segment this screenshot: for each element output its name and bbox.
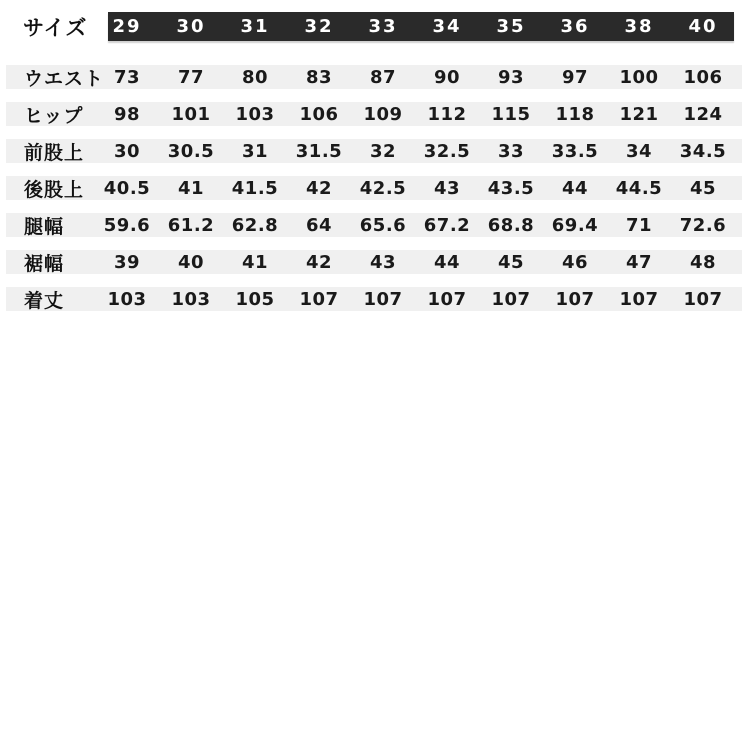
- value-cell: 34: [625, 140, 653, 162]
- value-cell: 64: [305, 214, 333, 236]
- value-cell: 44: [433, 251, 461, 273]
- value-cell: 101: [171, 103, 211, 125]
- value-cell: 33: [497, 140, 525, 162]
- value-cell: 34.5: [679, 140, 727, 162]
- size-header-cell: 34: [432, 16, 462, 37]
- value-cell: 45: [689, 177, 717, 199]
- size-header-row: [6, 12, 742, 41]
- value-cell: 31: [241, 140, 269, 162]
- size-header-cell: 36: [560, 16, 590, 37]
- value-cell: 109: [363, 103, 403, 125]
- value-cell: 77: [177, 66, 205, 88]
- table-row: [6, 176, 742, 200]
- row-label: ウエスト: [24, 67, 105, 90]
- value-cell: 121: [619, 103, 659, 125]
- value-cell: 30.5: [167, 140, 215, 162]
- table-row: [6, 287, 742, 311]
- value-cell: 31.5: [295, 140, 343, 162]
- value-cell: 107: [619, 288, 659, 310]
- value-cell: 112: [427, 103, 467, 125]
- row-label: 着丈: [24, 289, 65, 312]
- value-cell: 72.6: [679, 214, 727, 236]
- value-cell: 40.5: [103, 177, 151, 199]
- size-header-cell: 30: [176, 16, 206, 37]
- value-cell: 107: [299, 288, 339, 310]
- value-cell: 32: [369, 140, 397, 162]
- value-cell: 41.5: [231, 177, 279, 199]
- value-cell: 67.2: [423, 214, 471, 236]
- value-cell: 61.2: [167, 214, 215, 236]
- table-row: [6, 139, 742, 163]
- value-cell: 41: [177, 177, 205, 199]
- value-cell: 71: [625, 214, 653, 236]
- size-header-cell: 31: [240, 16, 270, 37]
- size-header-cell: 32: [304, 16, 334, 37]
- value-cell: 93: [497, 66, 525, 88]
- value-cell: 107: [427, 288, 467, 310]
- table-row: [6, 250, 742, 274]
- value-cell: 97: [561, 66, 589, 88]
- value-cell: 103: [107, 288, 147, 310]
- row-label: ヒップ: [24, 104, 84, 127]
- value-cell: 69.4: [551, 214, 599, 236]
- value-cell: 73: [113, 66, 141, 88]
- value-cell: 107: [491, 288, 531, 310]
- row-label: 裾幅: [24, 252, 65, 275]
- value-cell: 107: [363, 288, 403, 310]
- value-cell: 48: [689, 251, 717, 273]
- size-header-cell: 35: [496, 16, 526, 37]
- value-cell: 65.6: [359, 214, 407, 236]
- table-row: [6, 102, 742, 126]
- value-cell: 40: [177, 251, 205, 273]
- table-row: [6, 65, 742, 89]
- value-cell: 43: [433, 177, 461, 199]
- table-row: [6, 213, 742, 237]
- value-cell: 118: [555, 103, 595, 125]
- value-cell: 42.5: [359, 177, 407, 199]
- size-header-cell: 29: [112, 16, 142, 37]
- value-cell: 41: [241, 251, 269, 273]
- value-cell: 30: [113, 140, 141, 162]
- value-cell: 46: [561, 251, 589, 273]
- value-cell: 115: [491, 103, 531, 125]
- value-cell: 103: [171, 288, 211, 310]
- size-header-cell: 33: [368, 16, 398, 37]
- size-header-cell: 40: [688, 16, 718, 37]
- row-label: 後股上: [24, 178, 85, 201]
- row-label: 腿幅: [24, 215, 65, 238]
- value-cell: 42: [305, 251, 333, 273]
- row-label: 前股上: [24, 141, 85, 164]
- value-cell: 106: [683, 66, 723, 88]
- value-cell: 90: [433, 66, 461, 88]
- value-cell: 105: [235, 288, 275, 310]
- value-cell: 59.6: [103, 214, 151, 236]
- value-cell: 124: [683, 103, 723, 125]
- value-cell: 62.8: [231, 214, 279, 236]
- value-cell: 44.5: [615, 177, 663, 199]
- value-cell: 107: [555, 288, 595, 310]
- value-cell: 68.8: [487, 214, 535, 236]
- value-cell: 106: [299, 103, 339, 125]
- value-cell: 43.5: [487, 177, 535, 199]
- value-cell: 98: [113, 103, 141, 125]
- value-cell: 33.5: [551, 140, 599, 162]
- size-chart-table: [6, 12, 742, 324]
- value-cell: 44: [561, 177, 589, 199]
- value-cell: 47: [625, 251, 653, 273]
- value-cell: 83: [305, 66, 333, 88]
- value-cell: 32.5: [423, 140, 471, 162]
- value-cell: 80: [241, 66, 269, 88]
- size-header-cell: 38: [624, 16, 654, 37]
- value-cell: 45: [497, 251, 525, 273]
- value-cell: 39: [113, 251, 141, 273]
- value-cell: 107: [683, 288, 723, 310]
- size-column-title: サイズ: [23, 15, 88, 40]
- value-cell: 87: [369, 66, 397, 88]
- value-cell: 43: [369, 251, 397, 273]
- table-rows: [6, 65, 742, 311]
- value-cell: 103: [235, 103, 275, 125]
- value-cell: 42: [305, 177, 333, 199]
- value-cell: 100: [619, 66, 659, 88]
